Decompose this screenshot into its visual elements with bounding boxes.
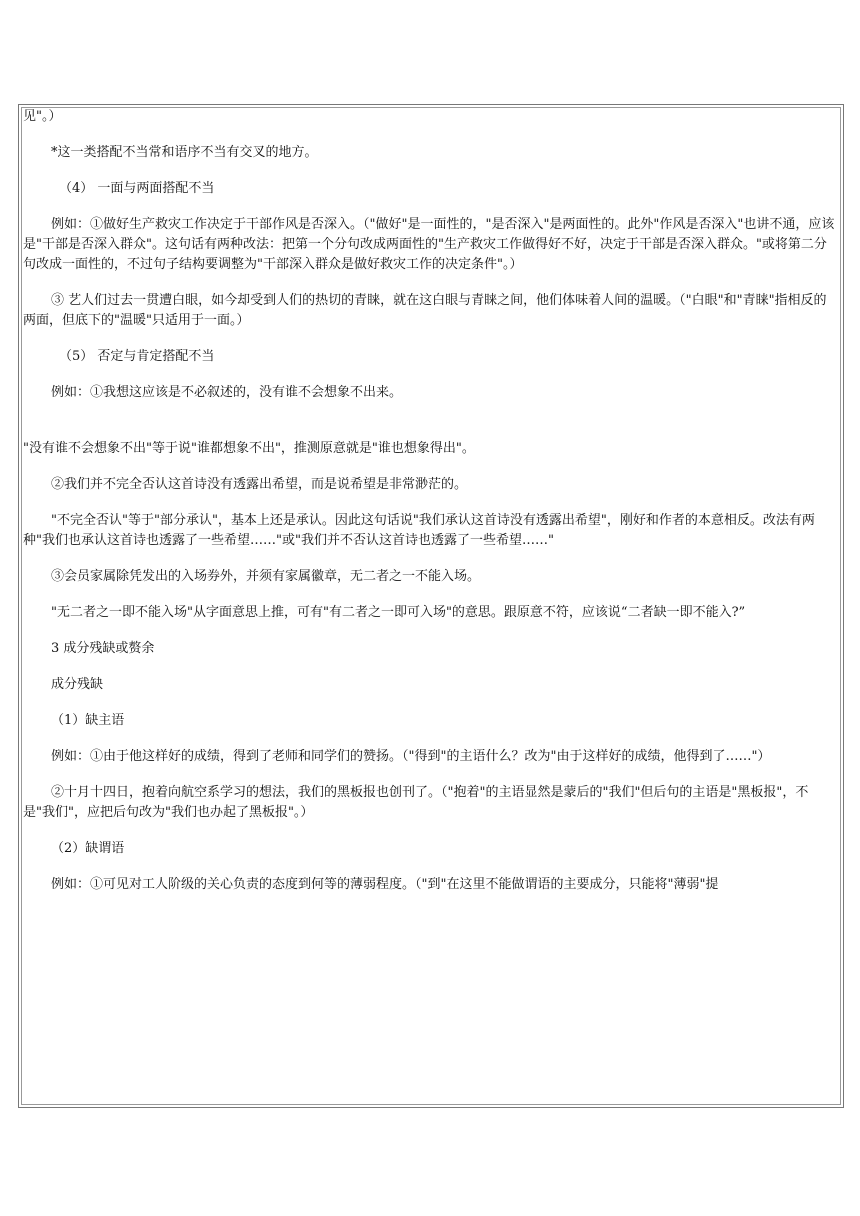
paragraph-negation-explanation-3: "无二者之一即不能入场"从字面意思上推，可有"有二者之一即可入场"的意思。跟原意不符，应该说“二者缺一即不能入?” bbox=[51, 605, 746, 620]
item-heading-missing-subject: （1）缺主语 bbox=[51, 713, 125, 728]
paragraph-note: *这一类搭配不当常和语序不当有交叉的地方。 bbox=[51, 145, 318, 160]
page-frame bbox=[18, 104, 844, 1108]
section-heading-5: （5） 否定与肯定搭配不当 bbox=[59, 349, 215, 364]
item-heading-missing-predicate: （2）缺谓语 bbox=[51, 841, 125, 856]
paragraph-negation-example-2: ②我们并不完全否认这首诗没有透露出希望，而是说希望是非常渺茫的。 bbox=[51, 477, 468, 492]
paragraph-predicate-example-1: 例如：①可见对工人阶级的关心负责的态度到何等的薄弱程度。（"到"在这里不能做谓语的主要成分，只能将"薄弱"提 bbox=[51, 877, 719, 892]
section-heading-4: （4） 一面与两面搭配不当 bbox=[59, 181, 215, 196]
paragraph-example-1: 例如：①做好生产救灾工作决定于干部作风是否深入。（"做好"是一面性的，"是否深入"是两面性的。此外"作风是否深入"也讲不通，应该是"干部是否深入群众"。这句话有两种改法：把第一个分句改成两面性的"生产救灾工作做得好不好，决定于干部是否深入群众。"或将第二分句改成一面性的，不过句子结构要调整为"干部深入群众是做好救灾工作的决定条件"。） bbox=[23, 217, 835, 272]
paragraph-example-3: ③ 艺人们过去一贯遭白眼，如今却受到人们的热切的青睐，就在这白眼与青睐之间，他们体味着人间的温暖。（"白眼"和"青睐"指相反的两面，但底下的"温暖"只适用于一面。） bbox=[23, 293, 827, 328]
paragraph-negation-example-3: ③会员家属除凭发出的入场券外，并须有家属徽章，无二者之一不能入场。 bbox=[51, 569, 481, 584]
subsection-heading: 成分残缺 bbox=[51, 677, 104, 692]
paragraph-continuation: 见"。） bbox=[23, 109, 62, 124]
paragraph-subject-example-2: ②十月十四日，抱着向航空系学习的想法，我们的黑板报也创刊了。（"抱着"的主语显然是蒙后的"我们"但后句的主语是"黑板报"，不是"我们"，应把后句改为"我们也办起了黑板报"。） bbox=[23, 785, 809, 820]
paragraph-subject-example-1: 例如：①由于他这样好的成绩，得到了老师和同学们的赞扬。（"得到"的主语什么？改为"由于这样好的成绩，他得到了……"） bbox=[51, 749, 771, 764]
paragraph-negation-example-1: 例如：①我想这应该是不必叙述的，没有谁不会想象不出来。 bbox=[51, 385, 403, 400]
document-body bbox=[23, 107, 837, 895]
section-heading-3: 3 成分残缺或赘余 bbox=[51, 641, 155, 656]
paragraph-negation-explanation-1: "没有谁不会想象不出"等于说"谁都想象不出"，推测原意就是"谁也想象得出"。 bbox=[23, 441, 475, 456]
paragraph-negation-explanation-2: "不完全否认"等于"部分承认"，基本上还是承认。因此这句话说"我们承认这首诗没有透露出希望"，刚好和作者的本意相反。改法有两种"我们也承认这首诗也透露了一些希望……"或"我们并不否认这首诗也透露了一些希望……" bbox=[23, 513, 815, 548]
